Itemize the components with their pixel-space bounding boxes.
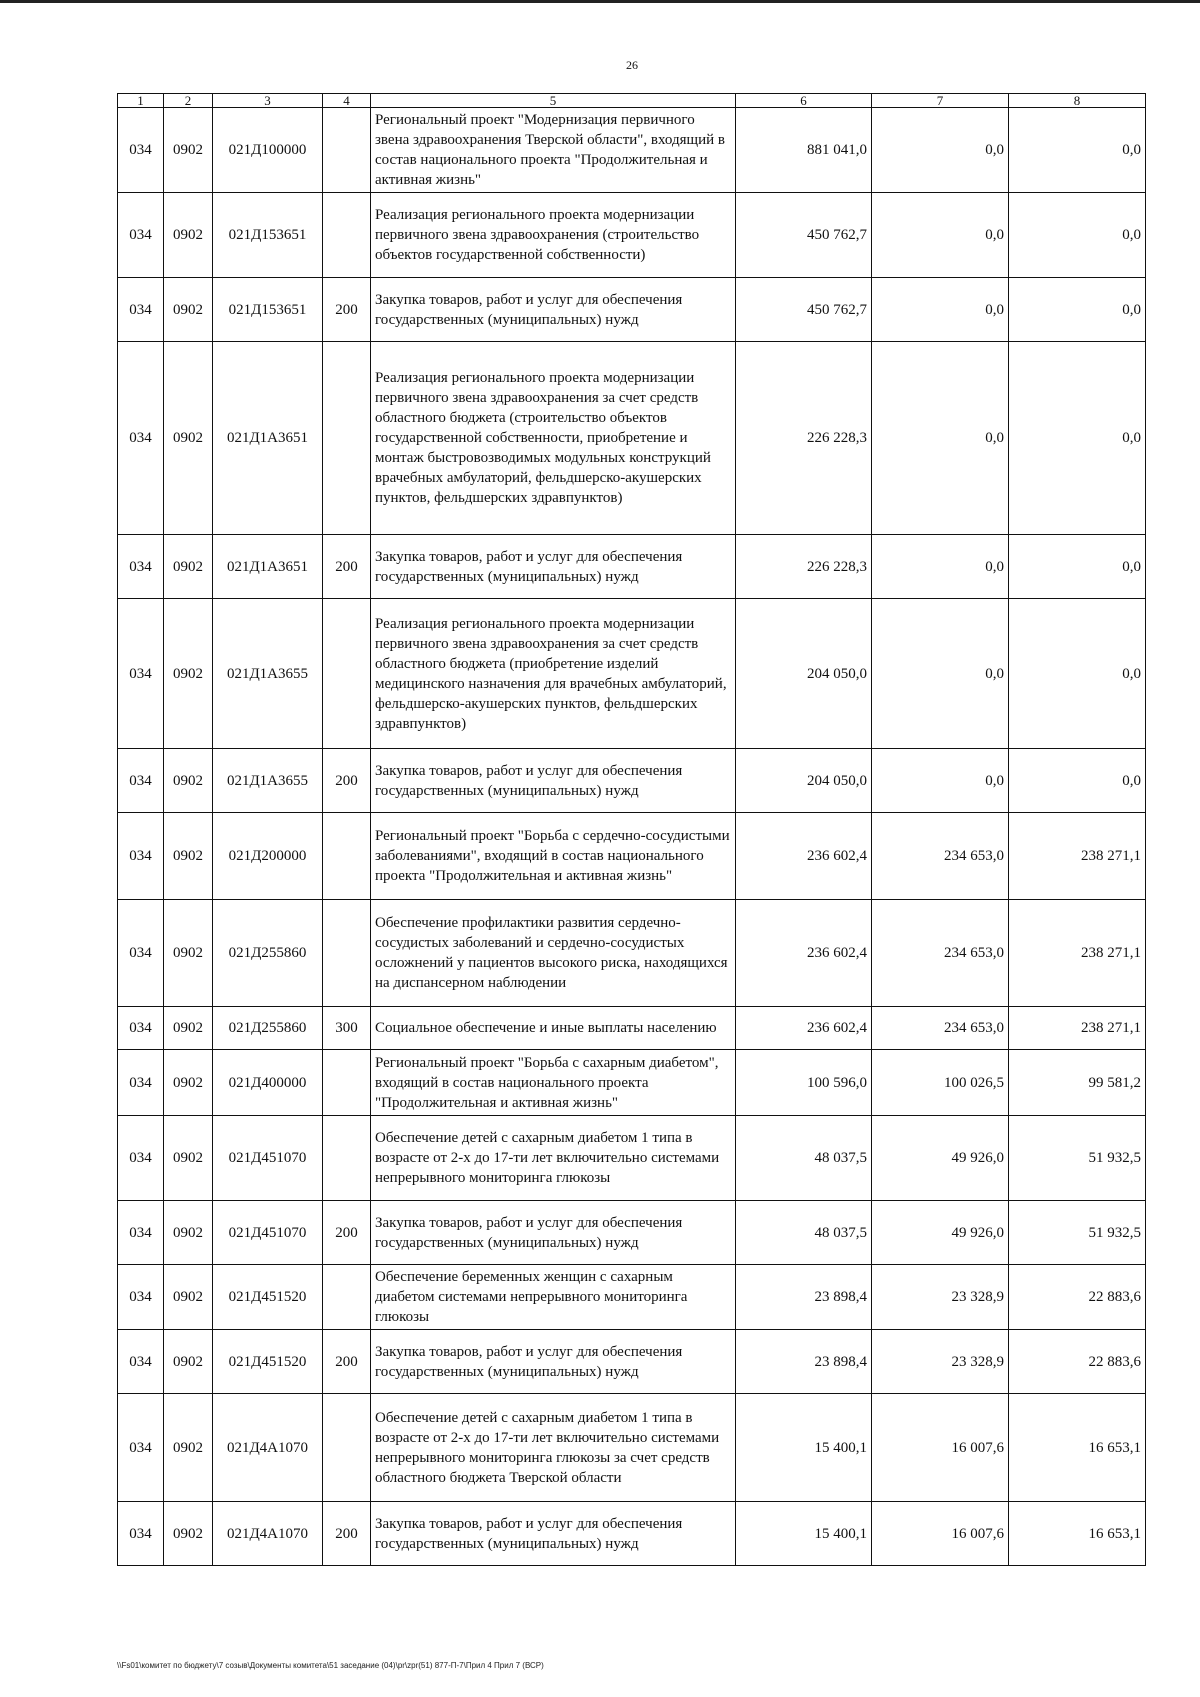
table-row bbox=[118, 278, 1146, 342]
amount-year2-cell: 0,0 bbox=[872, 535, 1009, 599]
expense-type-cell: 200 bbox=[323, 278, 371, 342]
admin-code-cell: 034 bbox=[118, 278, 164, 342]
amount-year1-cell: 226 228,3 bbox=[736, 535, 872, 599]
item-name-cell: Закупка товаров, работ и услуг для обеспечения государственных (муниципальных) нужд bbox=[371, 535, 736, 599]
expense-type-cell bbox=[323, 599, 371, 749]
target-code-cell: 021Д100000 bbox=[213, 108, 323, 193]
amount-year3-cell: 22 883,6 bbox=[1009, 1265, 1146, 1330]
amount-year1-cell: 23 898,4 bbox=[736, 1265, 872, 1330]
expense-type-cell bbox=[323, 342, 371, 535]
amount-year2-cell: 23 328,9 bbox=[872, 1330, 1009, 1394]
expense-type-cell: 200 bbox=[323, 1201, 371, 1265]
table-row bbox=[118, 900, 1146, 1007]
table-row bbox=[118, 193, 1146, 278]
admin-code-cell: 034 bbox=[118, 342, 164, 535]
header-row bbox=[118, 94, 1146, 108]
target-code-cell: 021Д1А3651 bbox=[213, 342, 323, 535]
amount-year1-cell: 236 602,4 bbox=[736, 813, 872, 900]
section-code-cell: 0902 bbox=[164, 900, 213, 1007]
amount-year2-cell: 16 007,6 bbox=[872, 1502, 1009, 1566]
column-header: 5 bbox=[371, 94, 736, 108]
section-code-cell: 0902 bbox=[164, 193, 213, 278]
file-path-footer: \\Fs01\комитет по бюджету\7 созыв\Документы комитета\51 заседание (04)\pr\zpr(51) 877-П-7\Прил 4 Прил 7 (ВСР) bbox=[117, 1661, 544, 1670]
amount-year1-cell: 48 037,5 bbox=[736, 1116, 872, 1201]
admin-code-cell: 034 bbox=[118, 749, 164, 813]
table-row bbox=[118, 1050, 1146, 1116]
expense-type-cell bbox=[323, 1050, 371, 1116]
table-row bbox=[118, 1265, 1146, 1330]
table-row bbox=[118, 1007, 1146, 1050]
amount-year3-cell: 0,0 bbox=[1009, 108, 1146, 193]
item-name-cell: Закупка товаров, работ и услуг для обеспечения государственных (муниципальных) нужд bbox=[371, 1201, 736, 1265]
expense-type-cell: 200 bbox=[323, 535, 371, 599]
table-row bbox=[118, 749, 1146, 813]
section-code-cell: 0902 bbox=[164, 749, 213, 813]
expense-type-cell bbox=[323, 193, 371, 278]
section-code-cell: 0902 bbox=[164, 1201, 213, 1265]
item-name-cell: Реализация регионального проекта модернизации первичного звена здравоохранения за счет средств областного бюджета (строительство объектов государственной собственности, приобретение и монтаж быстровозводимых модульных конструкций врачебных амбулаторий, фельдшерско-акушерских пунктов, фельдшерских здравпунктов) bbox=[371, 342, 736, 535]
table-row bbox=[118, 1201, 1146, 1265]
target-code-cell: 021Д255860 bbox=[213, 1007, 323, 1050]
item-name-cell: Закупка товаров, работ и услуг для обеспечения государственных (муниципальных) нужд bbox=[371, 1330, 736, 1394]
amount-year1-cell: 48 037,5 bbox=[736, 1201, 872, 1265]
admin-code-cell: 034 bbox=[118, 1502, 164, 1566]
admin-code-cell: 034 bbox=[118, 1007, 164, 1050]
section-code-cell: 0902 bbox=[164, 1394, 213, 1502]
column-header: 4 bbox=[323, 94, 371, 108]
target-code-cell: 021Д451520 bbox=[213, 1265, 323, 1330]
item-name-cell: Закупка товаров, работ и услуг для обеспечения государственных (муниципальных) нужд bbox=[371, 749, 736, 813]
expense-type-cell bbox=[323, 900, 371, 1007]
section-code-cell: 0902 bbox=[164, 813, 213, 900]
admin-code-cell: 034 bbox=[118, 599, 164, 749]
table-row bbox=[118, 1330, 1146, 1394]
admin-code-cell: 034 bbox=[118, 1050, 164, 1116]
amount-year3-cell: 238 271,1 bbox=[1009, 900, 1146, 1007]
table-row bbox=[118, 1116, 1146, 1201]
target-code-cell: 021Д255860 bbox=[213, 900, 323, 1007]
section-code-cell: 0902 bbox=[164, 1007, 213, 1050]
item-name-cell: Закупка товаров, работ и услуг для обеспечения государственных (муниципальных) нужд bbox=[371, 1502, 736, 1566]
table-row bbox=[118, 1394, 1146, 1502]
admin-code-cell: 034 bbox=[118, 1265, 164, 1330]
amount-year2-cell: 234 653,0 bbox=[872, 1007, 1009, 1050]
page-number: 26 bbox=[626, 58, 638, 72]
admin-code-cell: 034 bbox=[118, 193, 164, 278]
table-body bbox=[118, 108, 1146, 1566]
column-header: 8 bbox=[1009, 94, 1146, 108]
amount-year3-cell: 99 581,2 bbox=[1009, 1050, 1146, 1116]
amount-year2-cell: 234 653,0 bbox=[872, 813, 1009, 900]
amount-year2-cell: 234 653,0 bbox=[872, 900, 1009, 1007]
expense-type-cell: 300 bbox=[323, 1007, 371, 1050]
amount-year3-cell: 0,0 bbox=[1009, 599, 1146, 749]
amount-year1-cell: 236 602,4 bbox=[736, 900, 872, 1007]
target-code-cell: 021Д1А3651 bbox=[213, 535, 323, 599]
amount-year2-cell: 49 926,0 bbox=[872, 1116, 1009, 1201]
amount-year2-cell: 0,0 bbox=[872, 193, 1009, 278]
page-top-border bbox=[0, 0, 1200, 3]
admin-code-cell: 034 bbox=[118, 1116, 164, 1201]
item-name-cell: Реализация регионального проекта модернизации первичного звена здравоохранения (строительство объектов государственной собственности) bbox=[371, 193, 736, 278]
amount-year2-cell: 23 328,9 bbox=[872, 1265, 1009, 1330]
section-code-cell: 0902 bbox=[164, 278, 213, 342]
amount-year3-cell: 51 932,5 bbox=[1009, 1116, 1146, 1201]
section-code-cell: 0902 bbox=[164, 1330, 213, 1394]
section-code-cell: 0902 bbox=[164, 1265, 213, 1330]
item-name-cell: Социальное обеспечение и иные выплаты населению bbox=[371, 1007, 736, 1050]
amount-year1-cell: 204 050,0 bbox=[736, 599, 872, 749]
item-name-cell: Обеспечение детей с сахарным диабетом 1 типа в возрасте от 2-х до 17-ти лет включительно системами непрерывного мониторинга глюкозы bbox=[371, 1116, 736, 1201]
amount-year2-cell: 0,0 bbox=[872, 342, 1009, 535]
column-header: 7 bbox=[872, 94, 1009, 108]
table-row bbox=[118, 342, 1146, 535]
expense-type-cell bbox=[323, 1394, 371, 1502]
amount-year2-cell: 0,0 bbox=[872, 749, 1009, 813]
amount-year1-cell: 450 762,7 bbox=[736, 193, 872, 278]
target-code-cell: 021Д4А1070 bbox=[213, 1502, 323, 1566]
amount-year3-cell: 0,0 bbox=[1009, 342, 1146, 535]
section-code-cell: 0902 bbox=[164, 108, 213, 193]
expense-type-cell bbox=[323, 1265, 371, 1330]
admin-code-cell: 034 bbox=[118, 1330, 164, 1394]
section-code-cell: 0902 bbox=[164, 535, 213, 599]
amount-year3-cell: 16 653,1 bbox=[1009, 1394, 1146, 1502]
target-code-cell: 021Д4А1070 bbox=[213, 1394, 323, 1502]
target-code-cell: 021Д153651 bbox=[213, 278, 323, 342]
section-code-cell: 0902 bbox=[164, 1502, 213, 1566]
amount-year2-cell: 0,0 bbox=[872, 278, 1009, 342]
amount-year3-cell: 238 271,1 bbox=[1009, 813, 1146, 900]
amount-year2-cell: 16 007,6 bbox=[872, 1394, 1009, 1502]
expense-type-cell: 200 bbox=[323, 749, 371, 813]
item-name-cell: Региональный проект "Борьба с сердечно-сосудистыми заболеваниями", входящий в состав национального проекта "Продолжительная и активная жизнь" bbox=[371, 813, 736, 900]
column-header: 2 bbox=[164, 94, 213, 108]
expense-type-cell: 200 bbox=[323, 1502, 371, 1566]
admin-code-cell: 034 bbox=[118, 900, 164, 1007]
amount-year1-cell: 236 602,4 bbox=[736, 1007, 872, 1050]
item-name-cell: Закупка товаров, работ и услуг для обеспечения государственных (муниципальных) нужд bbox=[371, 278, 736, 342]
amount-year3-cell: 0,0 bbox=[1009, 749, 1146, 813]
section-code-cell: 0902 bbox=[164, 1116, 213, 1201]
section-code-cell: 0902 bbox=[164, 342, 213, 535]
admin-code-cell: 034 bbox=[118, 108, 164, 193]
amount-year1-cell: 881 041,0 bbox=[736, 108, 872, 193]
budget-table bbox=[117, 93, 1146, 1566]
target-code-cell: 021Д1А3655 bbox=[213, 749, 323, 813]
column-header: 1 bbox=[118, 94, 164, 108]
admin-code-cell: 034 bbox=[118, 1201, 164, 1265]
amount-year3-cell: 22 883,6 bbox=[1009, 1330, 1146, 1394]
column-header: 3 bbox=[213, 94, 323, 108]
amount-year3-cell: 0,0 bbox=[1009, 535, 1146, 599]
table-row bbox=[118, 108, 1146, 193]
target-code-cell: 021Д400000 bbox=[213, 1050, 323, 1116]
table-row bbox=[118, 1502, 1146, 1566]
table-row bbox=[118, 813, 1146, 900]
amount-year2-cell: 49 926,0 bbox=[872, 1201, 1009, 1265]
target-code-cell: 021Д1А3655 bbox=[213, 599, 323, 749]
admin-code-cell: 034 bbox=[118, 535, 164, 599]
amount-year3-cell: 16 653,1 bbox=[1009, 1502, 1146, 1566]
amount-year1-cell: 226 228,3 bbox=[736, 342, 872, 535]
table-row bbox=[118, 535, 1146, 599]
admin-code-cell: 034 bbox=[118, 1394, 164, 1502]
amount-year3-cell: 0,0 bbox=[1009, 278, 1146, 342]
amount-year1-cell: 15 400,1 bbox=[736, 1502, 872, 1566]
expense-type-cell: 200 bbox=[323, 1330, 371, 1394]
item-name-cell: Обеспечение профилактики развития сердечно-сосудистых заболеваний и сердечно-сосудистых осложнений у пациентов высокого риска, находящихся на диспансерном наблюдении bbox=[371, 900, 736, 1007]
table-row bbox=[118, 599, 1146, 749]
target-code-cell: 021Д451520 bbox=[213, 1330, 323, 1394]
admin-code-cell: 034 bbox=[118, 813, 164, 900]
target-code-cell: 021Д451070 bbox=[213, 1201, 323, 1265]
amount-year1-cell: 15 400,1 bbox=[736, 1394, 872, 1502]
expense-type-cell bbox=[323, 1116, 371, 1201]
item-name-cell: Региональный проект "Борьба с сахарным диабетом", входящий в состав национального проекта "Продолжительная и активная жизнь" bbox=[371, 1050, 736, 1116]
section-code-cell: 0902 bbox=[164, 599, 213, 749]
expense-type-cell bbox=[323, 813, 371, 900]
item-name-cell: Реализация регионального проекта модернизации первичного звена здравоохранения за счет средств областного бюджета (приобретение изделий медицинского назначения для врачебных амбулаторий, фельдшерско-акушерских пунктов, фельдшерских здравпунктов) bbox=[371, 599, 736, 749]
amount-year3-cell: 0,0 bbox=[1009, 193, 1146, 278]
section-code-cell: 0902 bbox=[164, 1050, 213, 1116]
target-code-cell: 021Д200000 bbox=[213, 813, 323, 900]
expense-type-cell bbox=[323, 108, 371, 193]
item-name-cell: Обеспечение беременных женщин с сахарным диабетом системами непрерывного мониторинга глюкозы bbox=[371, 1265, 736, 1330]
item-name-cell: Обеспечение детей с сахарным диабетом 1 типа в возрасте от 2-х до 17-ти лет включительно системами непрерывного мониторинга глюкозы за счет средств областного бюджета Тверской области bbox=[371, 1394, 736, 1502]
amount-year2-cell: 0,0 bbox=[872, 599, 1009, 749]
amount-year3-cell: 238 271,1 bbox=[1009, 1007, 1146, 1050]
amount-year3-cell: 51 932,5 bbox=[1009, 1201, 1146, 1265]
target-code-cell: 021Д153651 bbox=[213, 193, 323, 278]
amount-year1-cell: 450 762,7 bbox=[736, 278, 872, 342]
amount-year2-cell: 100 026,5 bbox=[872, 1050, 1009, 1116]
item-name-cell: Региональный проект "Модернизация первичного звена здравоохранения Тверской области", входящий в состав национального проекта "Продолжительная и активная жизнь" bbox=[371, 108, 736, 193]
column-header: 6 bbox=[736, 94, 872, 108]
target-code-cell: 021Д451070 bbox=[213, 1116, 323, 1201]
amount-year1-cell: 100 596,0 bbox=[736, 1050, 872, 1116]
amount-year2-cell: 0,0 bbox=[872, 108, 1009, 193]
amount-year1-cell: 204 050,0 bbox=[736, 749, 872, 813]
amount-year1-cell: 23 898,4 bbox=[736, 1330, 872, 1394]
